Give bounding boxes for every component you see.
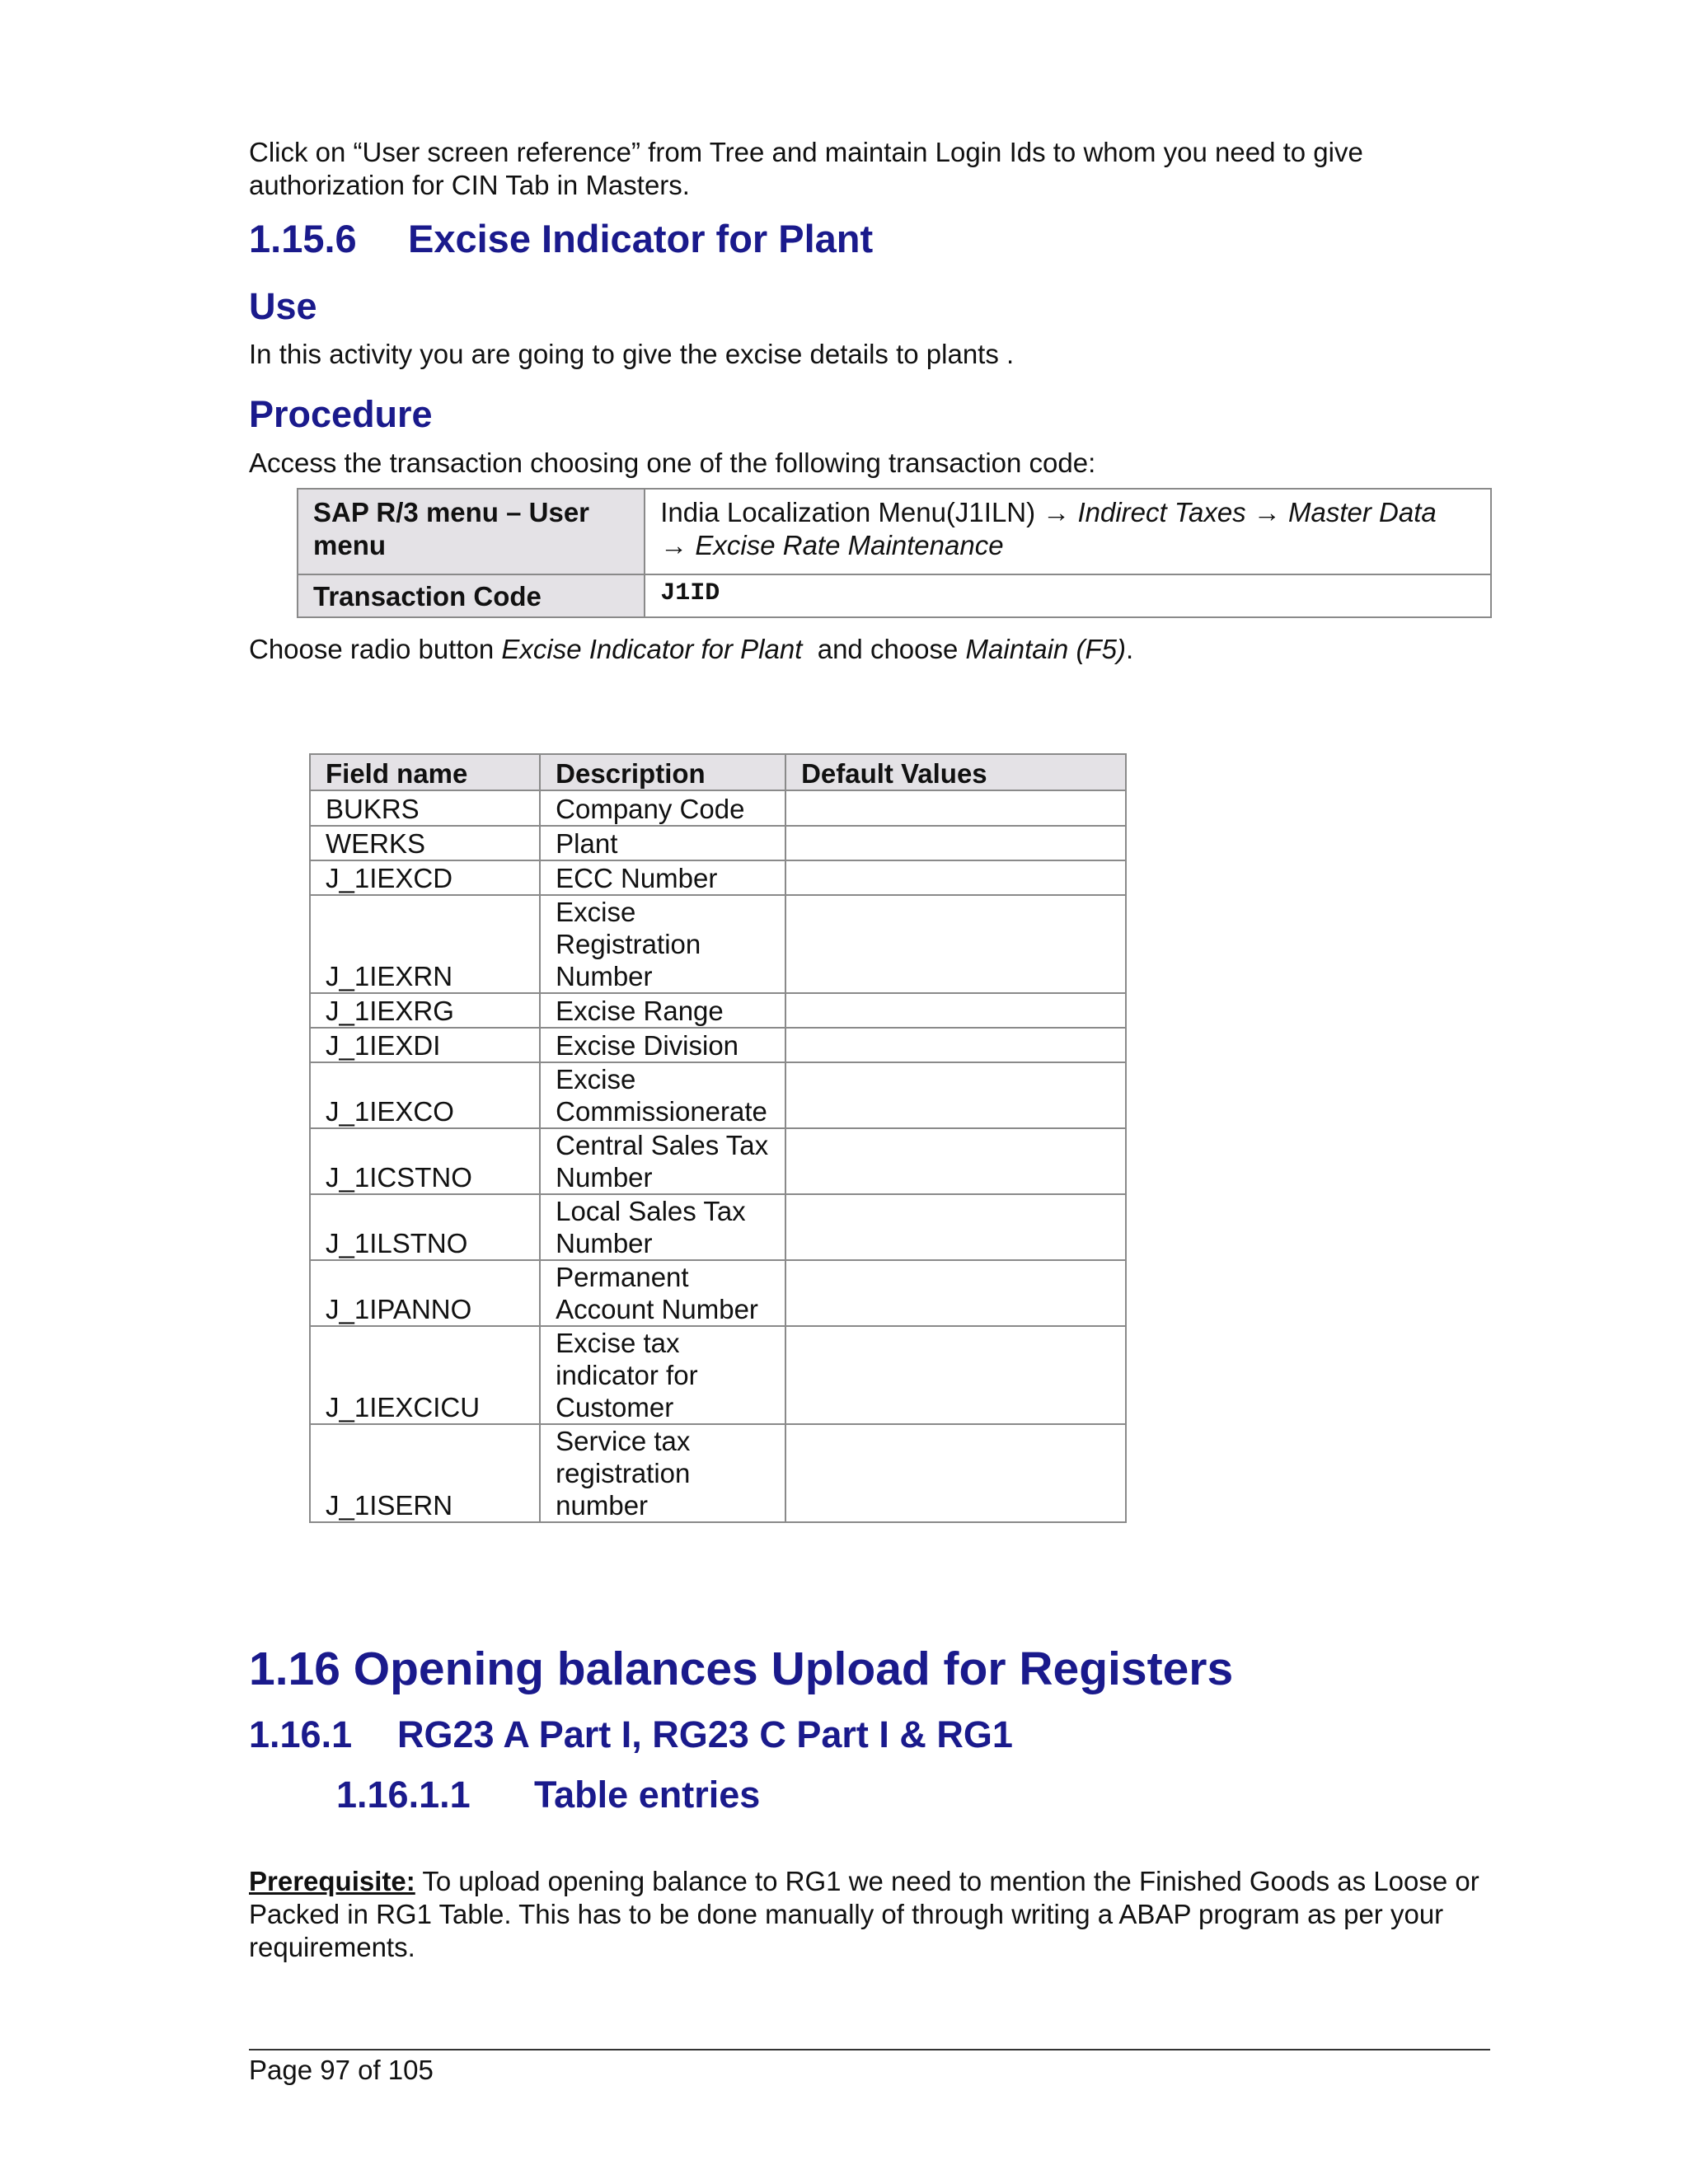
table-row [310,1128,1126,1194]
procedure-heading: Procedure [249,393,433,435]
description-cell: Central Sales Tax Number [540,1128,785,1194]
menu-path-master-data: Master Data [1280,497,1437,527]
radio-middle: and choose [802,634,966,664]
default-value-cell [785,1194,1126,1260]
field-name-cell: WERKS [310,826,540,860]
field-name-cell: J_1IEXDI [310,1028,540,1062]
table-row [310,993,1126,1028]
field-name-cell: J_1IEXCO [310,1062,540,1128]
default-value-cell [785,1326,1126,1424]
code-value-cell: J1ID [645,574,1491,617]
arrow-right-icon: → [1253,497,1281,527]
prerequisite-text: To upload opening balance to RG1 we need to mention the Finished Goods as Loose or Packed in RG1 Table. This has to be done manually of through writing a ABAP program as per your requirements. [249,1866,1479,1962]
field-name-cell: BUKRS [310,790,540,826]
description-cell: Excise Registration Number [540,895,785,993]
procedure-paragraph: Access the transaction choosing one of the following transaction code: [249,448,1096,478]
description-cell: Plant [540,826,785,860]
radio-action: Maintain (F5) [965,634,1126,664]
description-cell: Excise Division [540,1028,785,1062]
menu-path-excise-rate: Excise Rate Maintenance [687,530,1004,560]
table-header-row [310,754,1126,790]
use-paragraph: In this activity you are going to give the excise details to plants . [249,339,1015,369]
field-name-cell: J_1IEXRG [310,993,540,1028]
section-heading-1-15-6 [249,216,873,262]
use-heading: Use [249,285,317,327]
description-cell: Local Sales Tax Number [540,1194,785,1260]
default-value-cell [785,1028,1126,1062]
description-cell: Permanent Account Number [540,1260,785,1326]
section-number: 1.15.6 [249,217,357,260]
arrow-right-icon: → [1043,497,1071,527]
column-header: Description [540,754,785,790]
table-row [310,860,1126,895]
radio-prefix: Choose radio button [249,634,502,664]
table-row [310,1028,1126,1062]
radio-instruction [249,633,1502,666]
menu-row [298,489,1491,574]
description-cell: Service tax registration number [540,1424,785,1522]
default-value-cell [785,1128,1126,1194]
table-row [310,1260,1126,1326]
section-title: RG23 A Part I, RG23 C Part I & RG1 [397,1713,1013,1755]
section-number: 1.16.1 [249,1713,353,1755]
table-row [310,1424,1126,1522]
table-row [310,1194,1126,1260]
radio-option: Excise Indicator for Plant [501,634,803,664]
menu-label-cell: SAP R/3 menu – User menu [298,489,645,574]
table-row [310,895,1126,993]
radio-suffix: . [1125,634,1134,664]
field-name-cell: J_1IEXCD [310,860,540,895]
menu-path-indirect-taxes: Indirect Taxes [1070,497,1254,527]
default-value-cell [785,860,1126,895]
description-cell: Company Code [540,790,785,826]
menu-path-cell [645,489,1491,574]
code-label-cell: Transaction Code [298,574,645,617]
table-row [310,1326,1126,1424]
description-cell: Excise Commissionerate [540,1062,785,1128]
field-name-cell: J_1IEXCICU [310,1326,540,1424]
field-name-cell: J_1ISERN [310,1424,540,1522]
default-value-cell [785,826,1126,860]
menu-path-start: India Localization Menu(J1ILN) [660,497,1043,527]
description-cell: ECC Number [540,860,785,895]
description-cell: Excise tax indicator for Customer [540,1326,785,1424]
table-row [310,1062,1126,1128]
fields-table [309,753,1127,1523]
field-name-cell: J_1IPANNO [310,1260,540,1326]
section-title: Excise Indicator for Plant [408,217,874,260]
column-header: Default Values [785,754,1126,790]
code-row [298,574,1491,617]
intro-paragraph: Click on “User screen reference” from Tree and maintain Login Ids to whom you need to give authorization for CIN Tab in Masters. [249,137,1363,200]
table-row [310,790,1126,826]
default-value-cell [785,895,1126,993]
page-number: Page 97 of 105 [249,2055,434,2085]
prerequisite-paragraph [249,1865,1502,1964]
table-row [310,826,1126,860]
field-name-cell: J_1ILSTNO [310,1194,540,1260]
footer-divider [249,2049,1490,2050]
field-name-cell: J_1ICSTNO [310,1128,540,1194]
default-value-cell [785,993,1126,1028]
section-title: Table entries [534,1774,761,1816]
description-cell: Excise Range [540,993,785,1028]
section-heading-1-16: 1.16 Opening balances Upload for Registers [249,1643,1234,1695]
arrow-right-icon: → [660,530,688,560]
default-value-cell [785,1424,1126,1522]
field-name-cell: J_1IEXRN [310,895,540,993]
section-heading-1-16-1-1 [336,1772,760,1818]
transaction-table [297,488,1492,618]
column-header: Field name [310,754,540,790]
section-number: 1.16.1.1 [336,1774,471,1816]
default-value-cell [785,790,1126,826]
default-value-cell [785,1260,1126,1326]
prerequisite-label: Prerequisite: [249,1866,415,1896]
section-heading-1-16-1 [249,1712,1013,1758]
default-value-cell [785,1062,1126,1128]
